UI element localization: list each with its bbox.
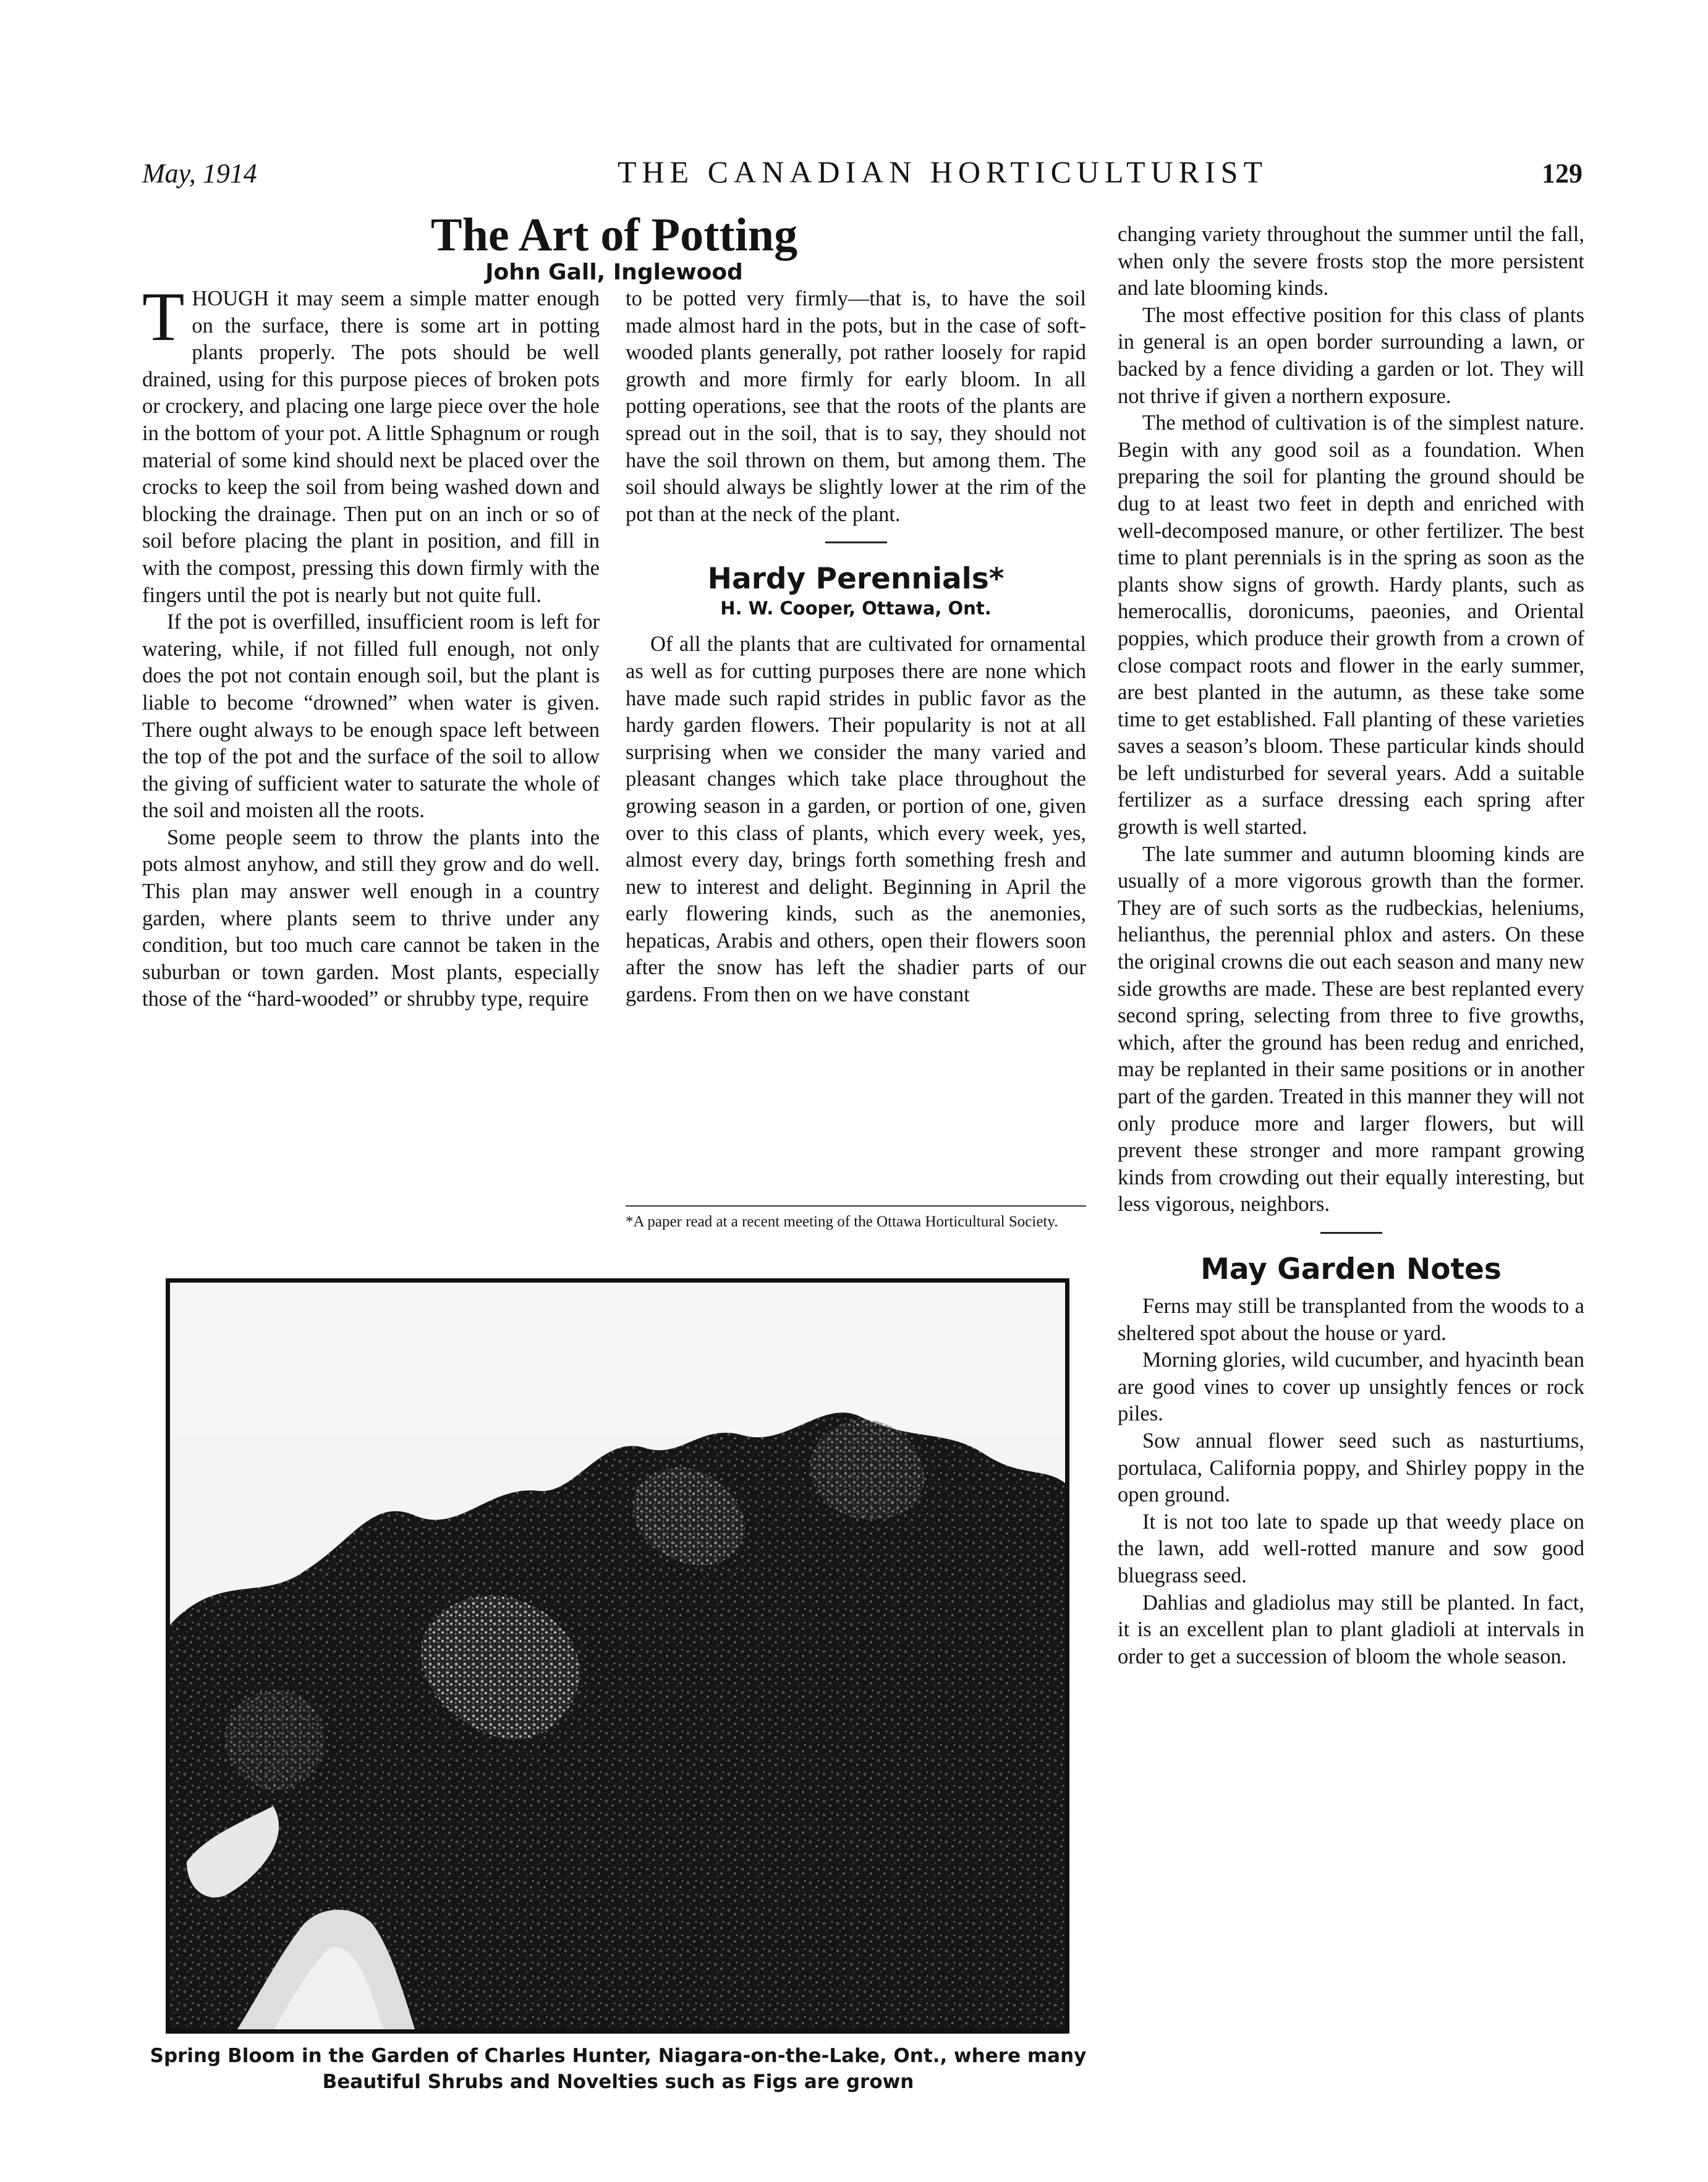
article-title-hardy-perennials: Hardy Perennials*: [707, 562, 1005, 596]
drop-cap: T: [142, 279, 185, 355]
paragraph: The late summer and autumn blooming kinds are usually of a more vigorous growth than the former. They are of such sorts as the rudbeckias, heleniums, helianthus, the perennial phlox and asters. On these the original crowns die out each season and many new side growths are made. These are best replanted every second spring, selecting from three to five growths, which, after the ground has been redug and enriched, may be replanted in their same positions or in another part of the garden. Treated in this manner they will not only produce more and larger flowers, but will prevent these stronger and more rampant growing kinds from crowding out their equally interesting, but less vigorous, neighbors.: [1118, 842, 1584, 1216]
page-number: 129: [1542, 158, 1583, 189]
paragraph: It is not too late to spade up that weedy place on the lawn, add well-rotted manure and sow good bluegrass seed.: [1118, 1509, 1584, 1587]
footnote-rule: [626, 1205, 1086, 1207]
footnote: *A paper read at a recent meeting of the Ottawa Horticultural Society.: [626, 1213, 1058, 1230]
paragraph: If the pot is overfilled, insufficient room is left for watering, while, if not filled full enough, not only does the pot not contain enough soil, but the plant is liable to become “drowned” when water is given. There ought always to be enough space left between the top of the pot and the surface of the soil to allow the giving of sufficient water to saturate the whole of the soil and moisten all the roots.: [142, 610, 600, 823]
article-byline-john-gall: John Gall, Inglewood: [485, 260, 743, 285]
paragraph: Morning glories, wild cucumber, and hyacinth bean are good vines to cover up unsightly fences or rock piles.: [1118, 1348, 1584, 1426]
paragraph: The method of cultivation is of the simplest nature. Begin with any good soil as a foundation. When preparing the soil for planting the ground should be dug to at least two feet in depth and enriched with well-decomposed manure, or other fertilizer. The best time to plant perennials is in the spring as soon as the plants show signs of growth. Hardy plants, such as hemerocallis, doronicums, paeonies, and Oriental poppies, which produce their growth from a crown of close compact roots and flower in the early summer, are best planted in the autumn, as these take some time to get established. Fall planting of these varieties saves a season’s bloom. These particular kinds should be left undisturbed for several years. Add a suitable fertilizer as a surface dressing each spring after growth is well started.: [1118, 411, 1584, 839]
article-title-art-of-potting: The Art of Potting: [430, 209, 798, 261]
paragraph: The most effective position for this class of plants in general is an open border surrounding a lawn, or backed by a fence dividing a garden or lot. They will not thrive if given a northern exposure.: [1118, 303, 1584, 408]
paragraph: Sow annual flower seed such as nasturtiums, portulaca, California poppy, and Shirley poppy in the open ground.: [1118, 1428, 1584, 1507]
photo-caption: [142, 2043, 1094, 2095]
issue-date: May, 1914: [142, 158, 257, 189]
paragraph: Some people seem to throw the plants into the pots almost anyhow, and still they grow and do well. This plan may answer well enough in a country garden, where plants seem to thrive under any condition, but too much care cannot be taken in the suburban or town garden. Most plants, especially those of the “hard-wooded” or shrubby type, require: [142, 825, 600, 1011]
page-header: [142, 155, 1583, 195]
paragraph-text: HOUGH it may seem a simple matter enough on the surface, there is some art in potting plants properly. The pots should be well drained, using for this purpose pieces of broken pots or crockery, and placing one large piece over the hole in the bottom of your pot. A little Sphagnum or rough material of some kind should next be placed over the crocks to keep the soil from being washed down and blocking the drainage. Then put on an inch or so of soil before placing the plant in position, and fill in with the compost, pressing this down firmly with the fingers until the pot is nearly but not quite full.: [142, 287, 600, 607]
masthead: THE CANADIAN HORTICULTURIST: [617, 155, 1268, 189]
paragraph: to be potted very firmly—that is, to have the soil made almost hard in the pots, but in the case of soft-wooded plants generally, pot rather loosely for rapid growth and more firmly for early bloom. In all potting operations, see that the roots of the plants are spread out in the soil, that is to say, they should not have the soil thrown on them, but among them. The soil should always be slightly lower at the rim of the pot than at the neck of the plant.: [626, 287, 1086, 526]
garden-photo-image: [168, 1281, 1067, 2031]
caption-line: Spring Bloom in the Garden of Charles Hunter, Niagara-on-the-Lake, Ont., where many: [150, 2045, 1087, 2067]
paragraph: changing variety throughout the summer until the fall, when only the severe frosts stop the more persistent and late blooming kinds.: [1118, 223, 1584, 300]
garden-photograph: [166, 1278, 1069, 2034]
paragraph: [142, 279, 600, 609]
column-2: [626, 286, 1086, 1009]
paragraph: Ferns may still be transplanted from the woods to a sheltered spot about the house or yard.: [1118, 1294, 1584, 1345]
paragraph: Of all the plants that are cultivated for ornamental as well as for cutting purposes there are none which have made such rapid strides in public favor as the hardy garden flowers. Their popularity is not at all surprising when we consider the many varied and pleasant changes which take place throughout the growing season in a garden, or portion of one, given over to this class of plants, which every week, yes, almost every day, brings forth something fresh and new to interest and delight. Beginning in April the early flowering kinds, such as the anemonies, hepaticas, Arabis and others, open their flowers soon after the snow has left the shadier parts of our gardens. From then on we have constant: [626, 632, 1086, 1007]
section-divider: [1320, 1232, 1382, 1234]
caption-line: Beautiful Shrubs and Novelties such as Figs are grown: [322, 2071, 914, 2093]
article-title-may-garden-notes: May Garden Notes: [1200, 1252, 1502, 1286]
column-3: [1118, 221, 1584, 1670]
section-divider: [825, 541, 887, 543]
paragraph: Dahlias and gladiolus may still be planted. In fact, it is an excellent plan to plant gladioli at intervals in order to get a succession of bloom the whole season.: [1118, 1590, 1584, 1668]
article-byline-cooper: H. W. Cooper, Ottawa, Ont.: [720, 598, 992, 619]
column-1: [142, 279, 600, 1013]
